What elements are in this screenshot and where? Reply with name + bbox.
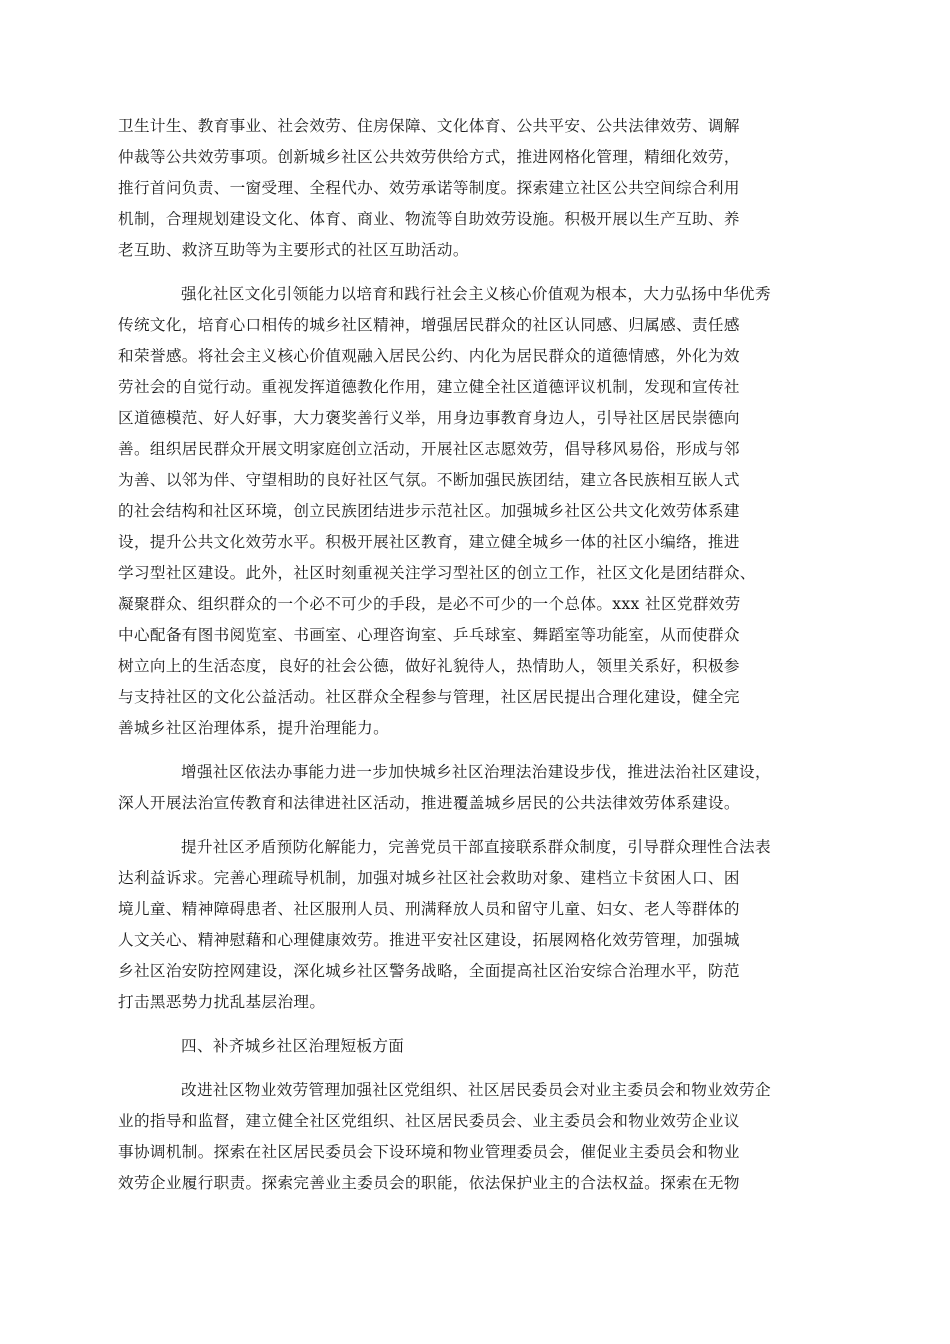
text-line: 乡社区治安防控网建设，深化城乡社区警务战略，全面提高社区治安综合治理水平，防范 <box>118 962 740 980</box>
text-line: 善城乡社区治理体系，提升治理能力。 <box>118 719 390 737</box>
text-line: 改进社区物业效劳管理加强社区党组织、社区居民委员会对业主委员会和物业效劳企 <box>181 1081 771 1099</box>
text-line: 的社会结构和社区环境，创立民族团结进步示范社区。加强城乡社区公共文化效劳体系建 <box>118 502 740 520</box>
text-line: 达利益诉求。完善心理疏导机制，加强对城乡社区社会救助对象、建档立卡贫困人口、困 <box>118 869 740 887</box>
text-line: 和荣誉感。将社会主义核心价值观融入居民公约、内化为居民群众的道德情感，外化为效 <box>118 347 740 365</box>
text-line: 强化社区文化引领能力以培育和践行社会主义核心价值观为根本，大力弘扬中华优秀 <box>181 285 771 303</box>
text-line: 机制，合理规划建设文化、体育、商业、物流等自助效劳设施。积极开展以生产互助、养 <box>118 210 740 228</box>
text-line: 劳社会的自觉行动。重视发挥道德教化作用，建立健全社区道德评议机制，发现和宣传社 <box>118 378 740 396</box>
text-line: 深人开展法治宣传教育和法律进社区活动，推进覆盖城乡居民的公共法律效劳体系建设。 <box>118 794 740 812</box>
text-line: 事协调机制。探索在社区居民委员会下设环境和物业管理委员会，催促业主委员会和物业 <box>118 1143 740 1161</box>
text-line: 老互助、救济互助等为主要形式的社区互助活动。 <box>118 241 469 259</box>
text-line: 增强社区依法办事能力进一步加快城乡社区治理法治建设步伐，推进法治社区建设， <box>181 763 771 781</box>
text-line: 树立向上的生活态度，良好的社会公德，做好礼貌待人，热情助人，领里关系好，积极参 <box>118 657 740 675</box>
text-line: 设，提升公共文化效劳水平。积极开展社区教育，建立健全城乡一体的社区小编络，推进 <box>118 533 740 551</box>
text-line: 仲裁等公共效劳事项。创新城乡社区公共效劳供给方式，推进网格化管理，精细化效劳， <box>118 148 740 166</box>
text-line: 人文关心、精神慰藉和心理健康效劳。推进平安社区建设，拓展网格化效劳管理，加强城 <box>118 931 740 949</box>
text-line: 与支持社区的文化公益活动。社区群众全程参与管理，社区居民提出合理化建设，健全完 <box>118 688 740 706</box>
text-line: 凝聚群众、组织群众的一个必不可少的手段，是必不可少的一个总体。xxx 社区党群效劳 <box>118 595 741 613</box>
section-heading-text: 四、补齐城乡社区治理短板方面 <box>181 1037 405 1055</box>
text-line: 业的指导和监督，建立健全社区党组织、社区居民委员会、业主委员会和物业效劳企业议 <box>118 1112 740 1130</box>
text-line: 善。组织居民群众开展文明家庭创立活动，开展社区志愿效劳，倡导移风易俗，形成与邻 <box>118 440 740 458</box>
text-line: 效劳企业履行职责。探索完善业主委员会的职能，依法保护业主的合法权益。探索在无物 <box>118 1174 740 1192</box>
text-line: 区道德模范、好人好事，大力褒奖善行义举，用身边事教育身边人，引导社区居民崇德向 <box>118 409 740 427</box>
text-line: 卫生计生、教育事业、社会效劳、住房保障、文化体育、公共平安、公共法律效劳、调解 <box>118 117 740 135</box>
text-line: 推行首问负责、一窗受理、全程代办、效劳承诺等制度。探索建立社区公共空间综合利用 <box>118 179 740 197</box>
text-line: 打击黑恶势力扰乱基层治理。 <box>118 993 326 1011</box>
text-line: 境儿童、精神障碍患者、社区服刑人员、刑满释放人员和留守儿童、妇女、老人等群体的 <box>118 900 740 918</box>
text-line: 为善、以邻为伴、守望相助的良好社区气氛。不断加强民族团结，建立各民族相互嵌人式 <box>118 471 740 489</box>
text-line: 传统文化，培育心口相传的城乡社区精神，增强居民群众的社区认同感、归属感、责任感 <box>118 316 740 334</box>
text-line: 学习型社区建设。此外，社区时刻重视关注学习型社区的创立工作，社区文化是团结群众、 <box>118 564 756 582</box>
text-line: 中心配备有图书阅览室、书画室、心理咨询室、乒乓球室、舞蹈室等功能室，从而使群众 <box>118 626 740 644</box>
text-line: 提升社区矛盾预防化解能力，完善党员干部直接联系群众制度，引导群众理性合法表 <box>181 838 771 856</box>
